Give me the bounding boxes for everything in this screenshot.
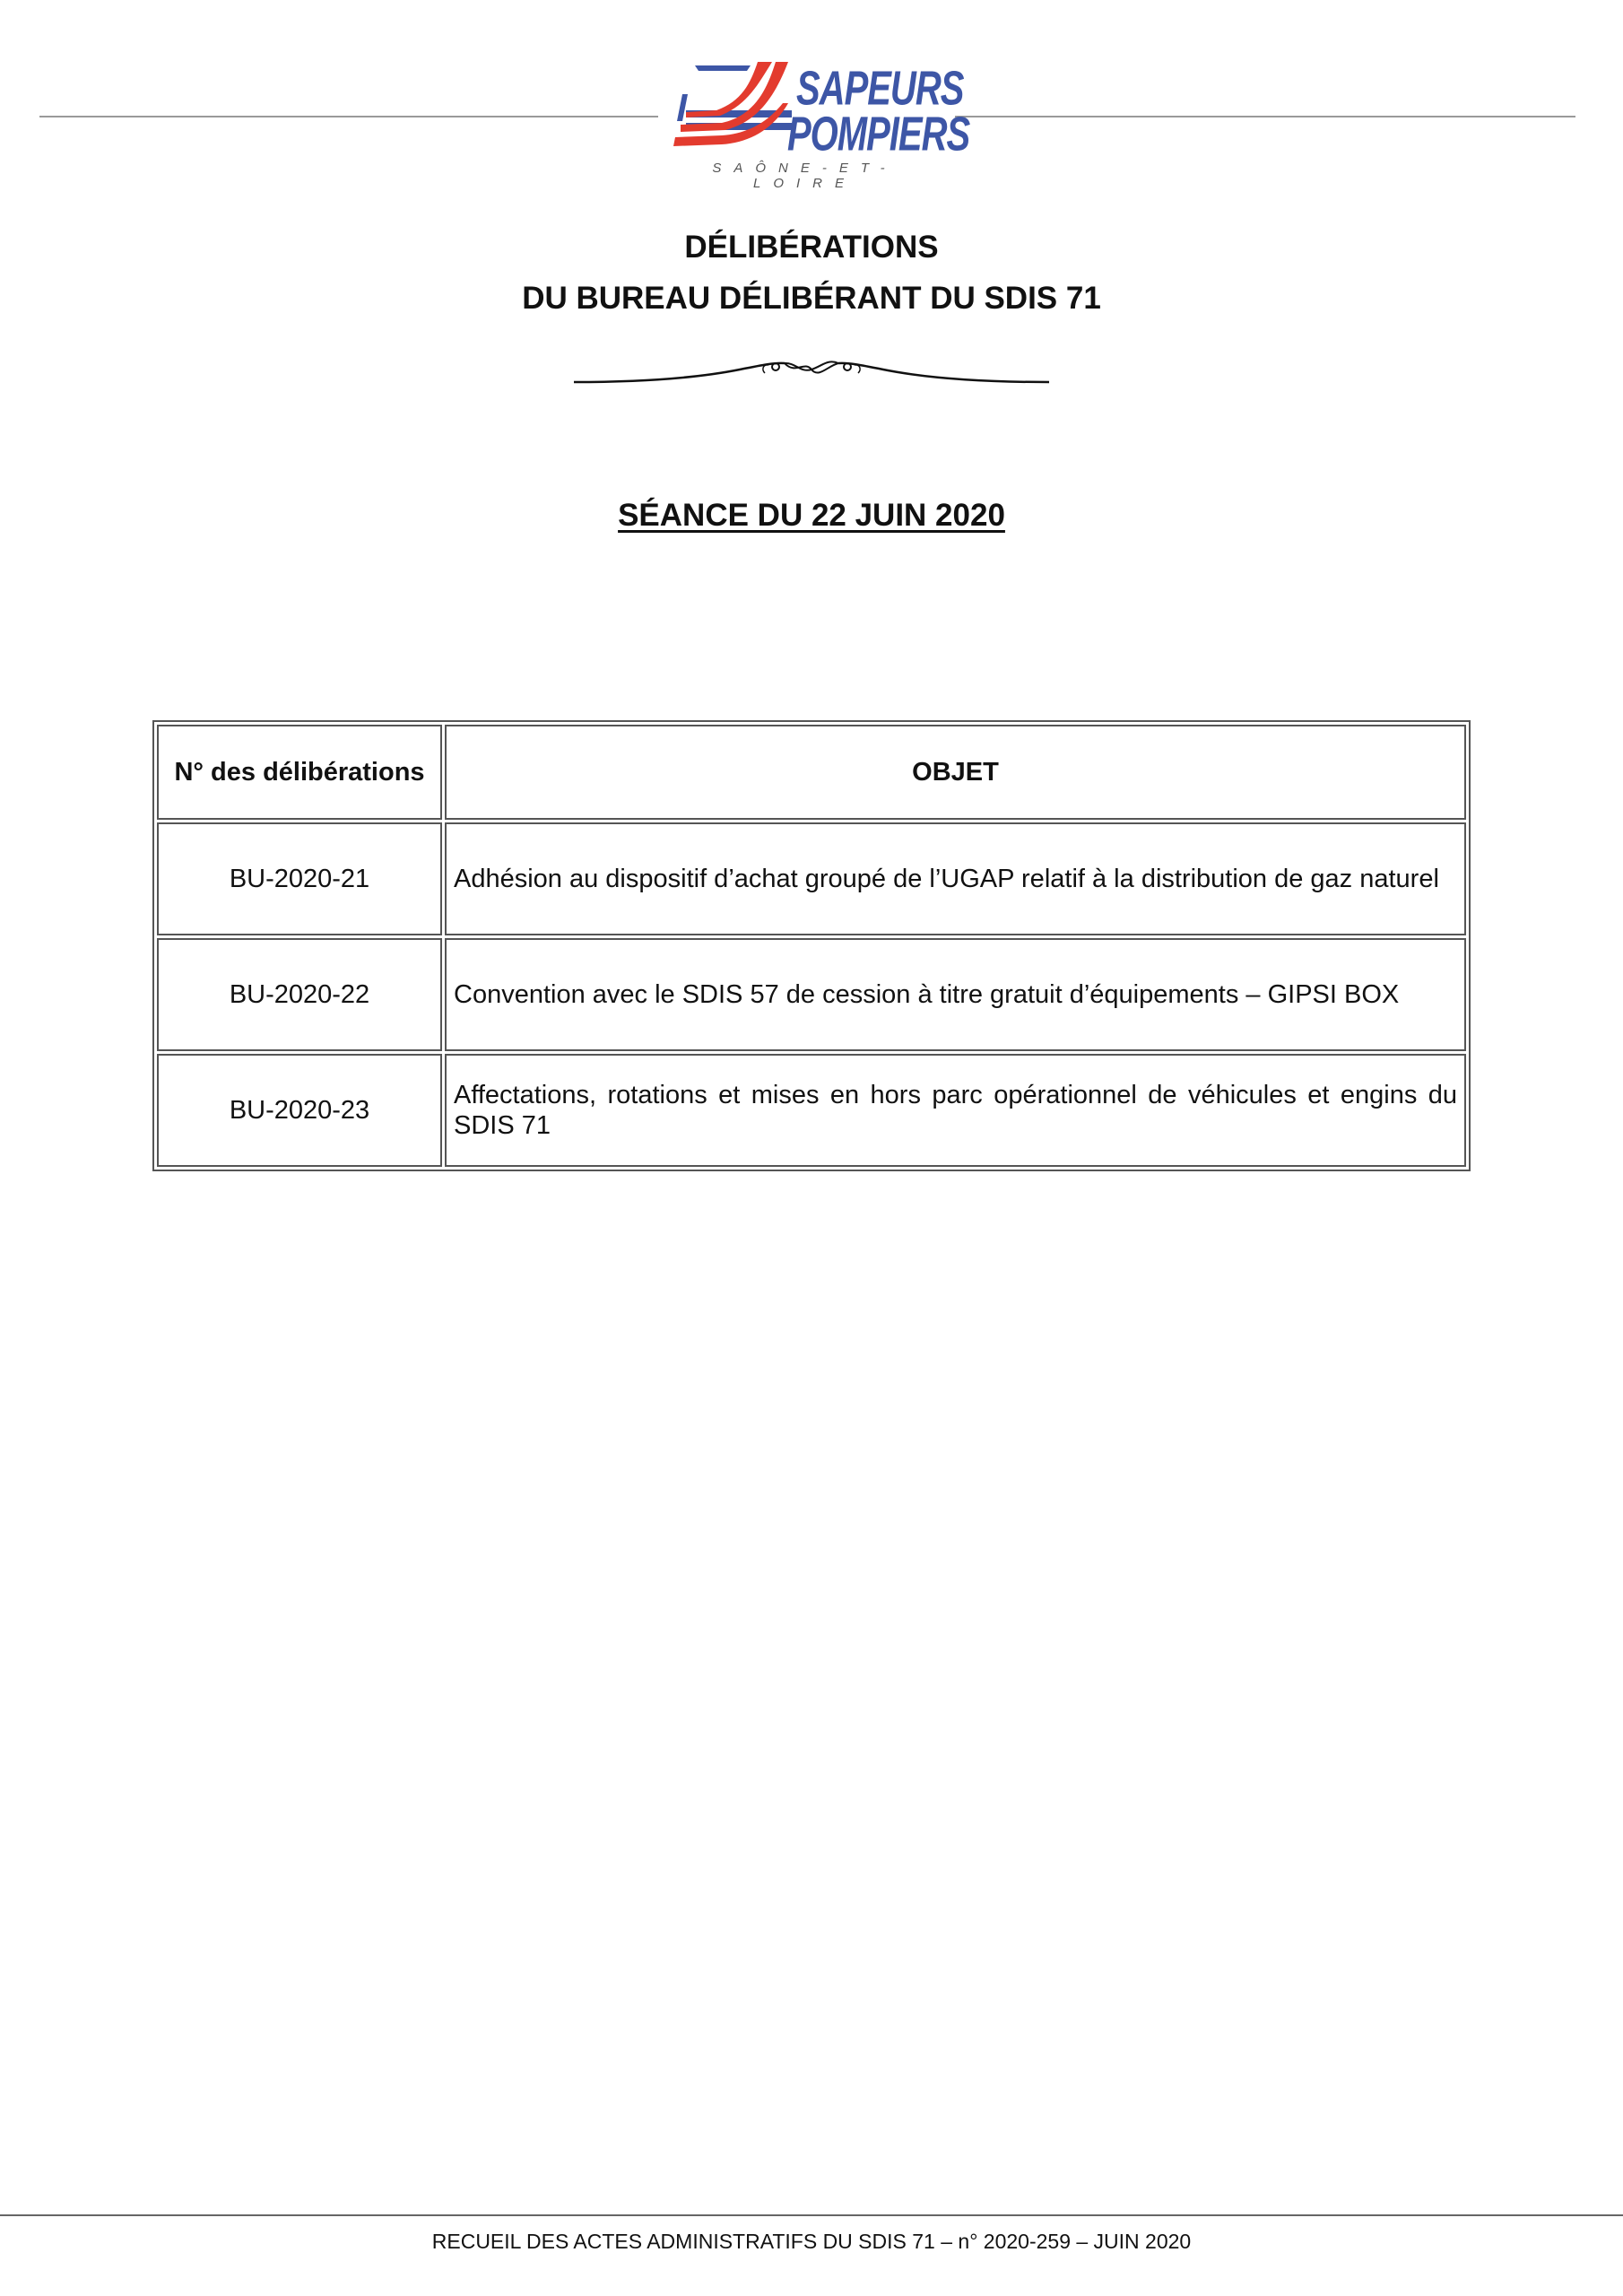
deliberation-number: BU-2020-21 (157, 822, 442, 935)
page-footer: RECUEIL DES ACTES ADMINISTRATIFS DU SDIS 71 – n° 2020-259 – JUIN 2020 (431, 2230, 1192, 2253)
deliberations-table (152, 720, 1471, 1171)
session-date-heading: SÉANCE DU 22 JUIN 2020 (618, 498, 1005, 533)
header-rule-right (955, 116, 1575, 117)
logo-word-sapeurs: SAPEURS (796, 62, 964, 116)
ornament-divider-icon (569, 350, 1054, 390)
deliberation-number: BU-2020-23 (157, 1054, 442, 1167)
header-rule-left (39, 116, 658, 117)
deliberation-object: Affectations, rotations et mises en hors parc opérationnel de véhicules et engins du SDIS 71 (445, 1054, 1466, 1167)
column-header-number: N° des délibérations (157, 725, 442, 820)
logo-subtitle: SAÔNE-ET-LOIRE (712, 161, 898, 191)
logo-word-pompiers: POMPIERS (787, 108, 970, 161)
table-header-row (157, 725, 1466, 820)
logo-emblem-icon (668, 58, 794, 157)
sapeurs-pompiers-logo (668, 58, 970, 191)
deliberation-number: BU-2020-22 (157, 938, 442, 1051)
document-title: DÉLIBÉRATIONS (684, 230, 939, 265)
footer-rule (0, 2214, 1623, 2216)
deliberation-object: Adhésion au dispositif d’achat groupé de l’UGAP relatif à la distribution de gaz naturel (445, 822, 1466, 935)
table-row (157, 822, 1466, 935)
table-row (157, 1054, 1466, 1167)
table-row (157, 938, 1466, 1051)
deliberation-object: Convention avec le SDIS 57 de cession à titre gratuit d’équipements – GIPSI BOX (445, 938, 1466, 1051)
document-subtitle: DU BUREAU DÉLIBÉRANT DU SDIS 71 (522, 281, 1101, 316)
column-header-object: OBJET (445, 725, 1466, 820)
